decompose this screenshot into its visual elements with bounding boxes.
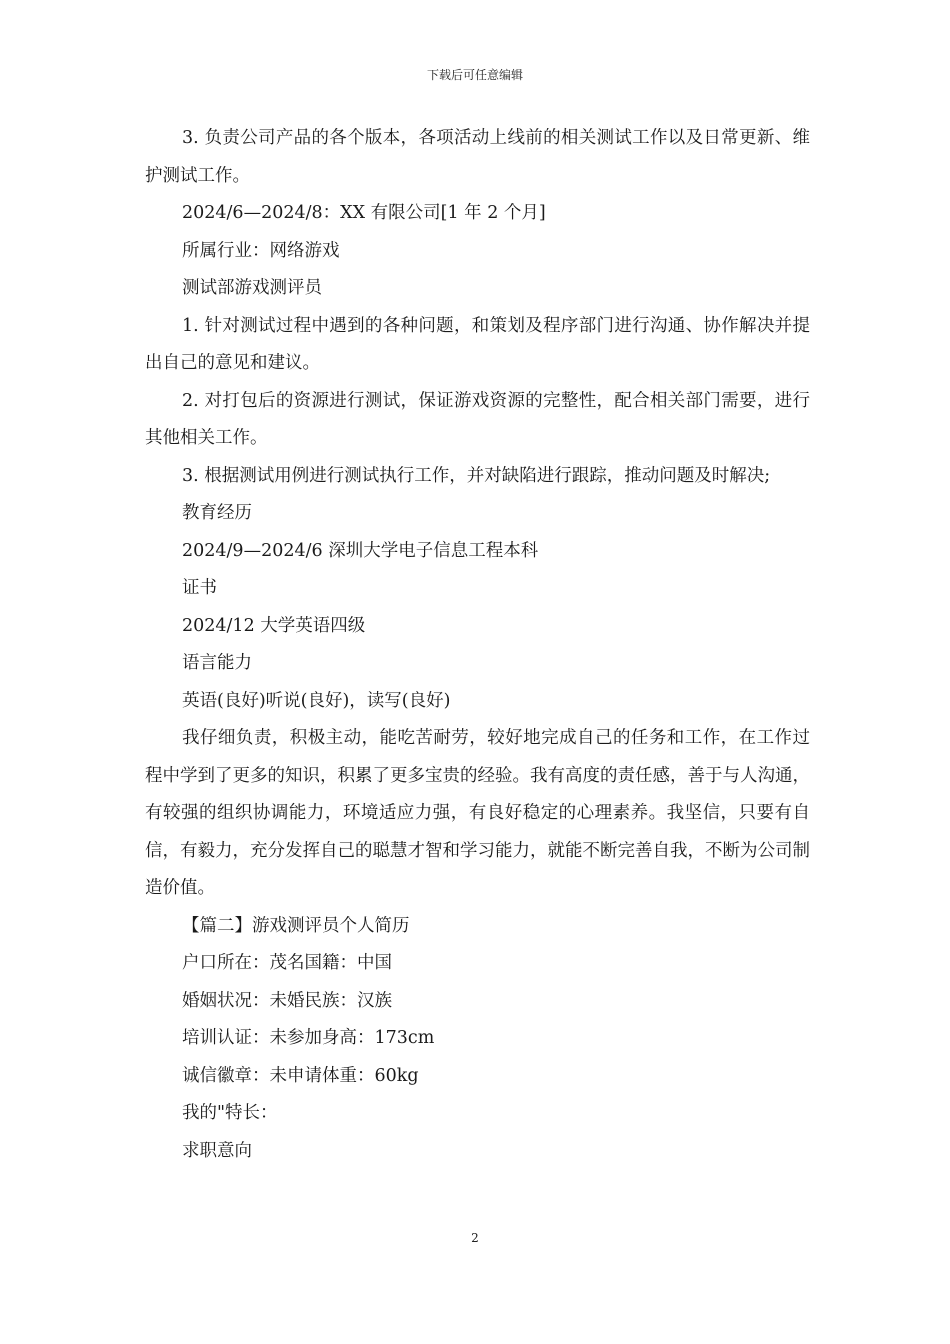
paragraph: 我的"特长： — [182, 1103, 278, 1123]
section-heading: 【篇二】游戏测评员个人简历 — [182, 915, 410, 936]
paragraph: 3. 负责公司产品的各个版本，各项活动上线前的相关测试工作以及日常更新、维护测试工作。 — [145, 128, 810, 186]
paragraph: 英语(良好)听说(良好)，读写(良好) — [182, 690, 451, 711]
paragraph: 2024/9—2024/6 深圳大学电子信息工程本科 — [182, 540, 539, 561]
paragraph: 所属行业：网络游戏 — [182, 240, 340, 261]
section-heading: 语言能力 — [182, 653, 252, 673]
page-header: 下载后可任意编辑 — [426, 68, 523, 82]
section-heading: 求职意向 — [182, 1140, 252, 1161]
section-heading: 教育经历 — [182, 503, 252, 523]
paragraph: 2024/12 大学英语四级 — [182, 615, 366, 636]
paragraph: 测试部游戏测评员 — [182, 278, 322, 298]
paragraph: 培训认证：未参加身高：173cm — [182, 1028, 435, 1048]
page-number: 2 — [471, 1231, 479, 1245]
paragraph: 诚信徽章：未申请体重：60kg — [182, 1065, 419, 1086]
section-heading: 证书 — [182, 578, 217, 598]
paragraph: 2. 对打包后的资源进行测试，保证游戏资源的完整性，配合相关部门需要，进行其他相关工作。 — [145, 390, 810, 448]
paragraph: 我仔细负责，积极主动，能吃苦耐劳，较好地完成自己的任务和工作，在工作过程中学到了更多的知识，积累了更多宝贵的经验。我有高度的责任感，善于与人沟通，有较强的组织协调能力，环境适应力强，有良好稳定的心理素养。我坚信，只要有自信，有毅力，充分发挥自己的聪慧才智和学习能力，就能不断完善自我，不断为公司制造价值。 — [145, 728, 810, 898]
document-body — [145, 120, 810, 1170]
paragraph: 户口所在：茂名国籍：中国 — [182, 953, 392, 973]
paragraph: 3. 根据测试用例进行测试执行工作，并对缺陷进行跟踪，推动问题及时解决; — [182, 465, 771, 486]
paragraph: 2024/6—2024/8：XX 有限公司[1 年 2 个月] — [182, 203, 546, 223]
paragraph: 1. 针对测试过程中遇到的各种问题，和策划及程序部门进行沟通、协作解决并提出自己的意见和建议。 — [145, 315, 810, 373]
paragraph: 婚姻状况：未婚民族：汉族 — [182, 990, 392, 1011]
